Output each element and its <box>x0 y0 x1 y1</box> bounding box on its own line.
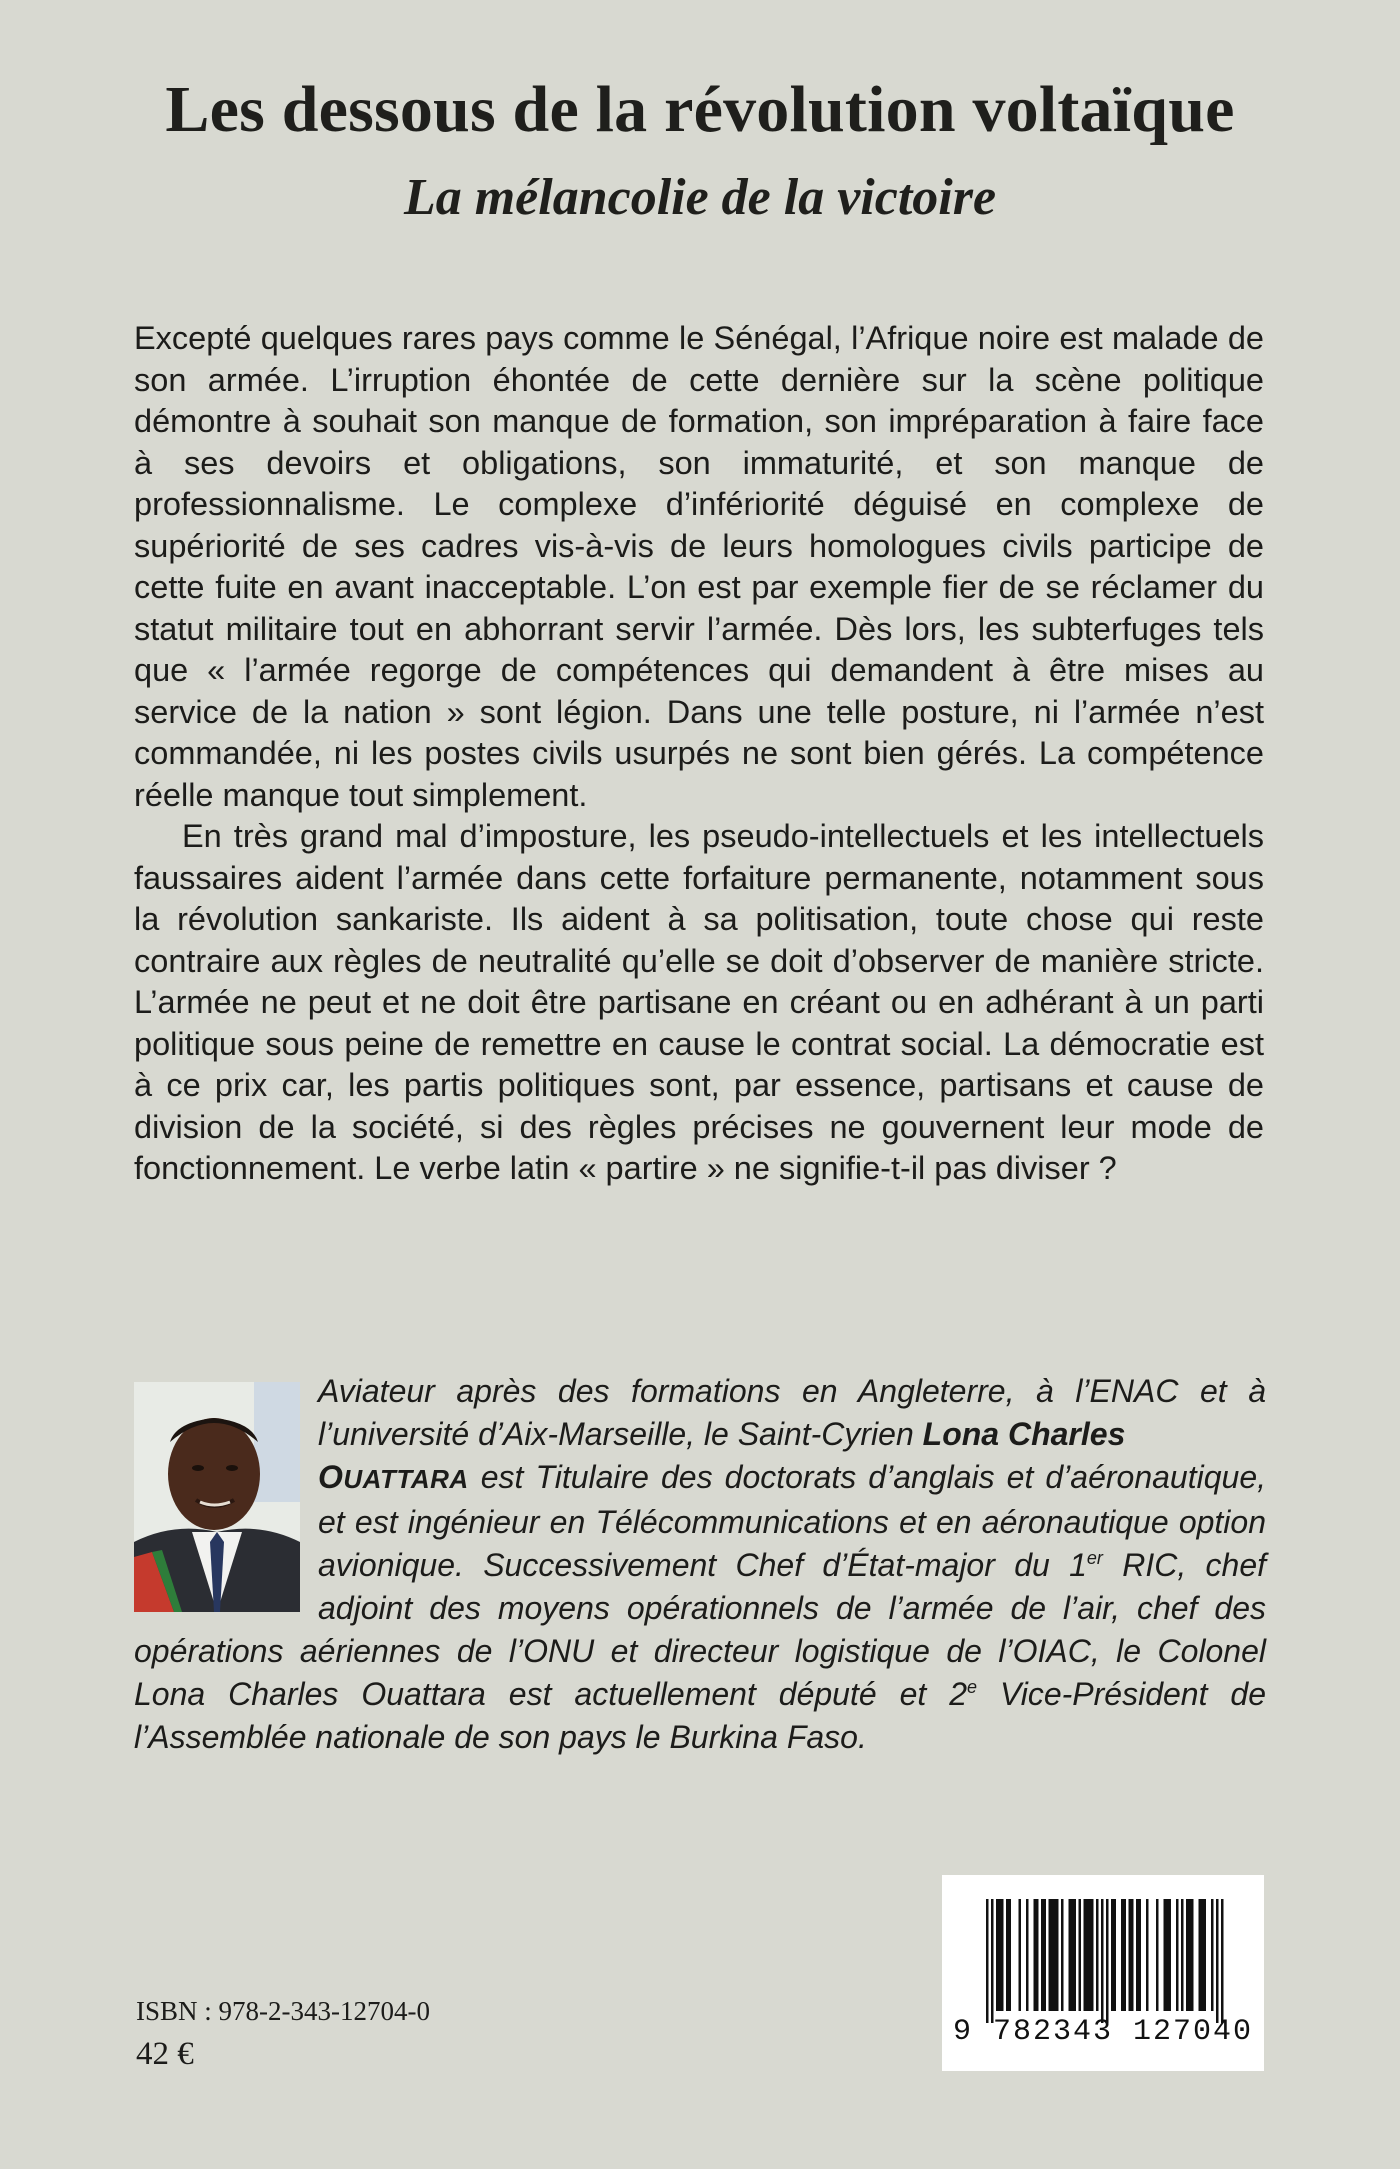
isbn-label: ISBN : 978-2-343-12704-0 <box>136 1996 430 2026</box>
barcode-bar <box>1051 1899 1054 2011</box>
barcode-bar <box>1211 1899 1214 2011</box>
barcode-bar <box>1189 1899 1192 2011</box>
barcode-bar <box>1096 1899 1099 2011</box>
barcode-bar <box>996 1899 999 2011</box>
summary-paragraph: Excepté quelques rares pays comme le Sénégal, l’Afrique noire est malade de son armée. L’irruption éhontée de cette dernière sur la scène politique démontre à souhait son manque de formation, son impréparation à faire face à ses devoirs et obligations, son immaturité, et son manque de professionnalisme. Le complexe d’infériorité déguisé en complexe de supériorité de ses cadres vis-à-vis de leurs homologues civils participe de cette fuite en avant inacceptable. L’on est par exemple fier de se réclamer du statut militaire tout en abhorrant servir l’armée. Dès lors, les subterfuges tels que « l’armée regorge de compétences qui demandent à être mises au service de la nation » sont légion. Dans une telle posture, ni l’armée n’est commandée, ni les postes civils usurpés ne sont bien gérés. La compétence réelle manque tout simplement. <box>134 320 1264 813</box>
barcode-bar <box>1079 1899 1082 2011</box>
barcode-bar <box>1091 1899 1094 2011</box>
book-subtitle: La mélancolie de la victoire <box>403 169 997 226</box>
book-title: Les dessous de la révolution voltaïque <box>165 73 1235 146</box>
barcode-bar <box>1201 1899 1204 2011</box>
photo-spacer <box>134 1370 318 1622</box>
author-surname: OUATTARA <box>318 1459 469 1495</box>
barcode-bar <box>1114 1899 1117 2011</box>
barcode-bar <box>1089 1899 1092 2011</box>
barcode-bar <box>1084 1899 1087 2011</box>
barcode-bar <box>1056 1899 1059 2011</box>
barcode-bar <box>1164 1899 1167 2011</box>
summary-text <box>134 318 1264 1190</box>
bio-intro: Aviateur après des formations en Angleterre, à l’ENAC et à l’université d’Aix-Marseille, le Saint-Cyrien <box>318 1373 1266 1452</box>
barcode-bar <box>1074 1899 1077 2011</box>
barcode-bar <box>1061 1899 1064 2011</box>
barcode-bar <box>1006 1899 1009 2011</box>
barcode-bar <box>1044 1899 1047 2011</box>
barcode-bar <box>1169 1899 1172 2011</box>
barcode-bar <box>986 1899 989 2023</box>
barcode-bar <box>1049 1899 1052 2011</box>
barcode-bar <box>1221 1899 1224 2023</box>
author-first-names: Lona Charles <box>922 1416 1126 1452</box>
ordinal-suffix-e: e <box>967 1677 978 1697</box>
barcode-bar <box>1166 1899 1169 2011</box>
barcode-number: 9 782343 127040 <box>952 2015 1254 2049</box>
barcode-bar <box>1111 1899 1114 2011</box>
barcode-bar <box>1054 1899 1057 2011</box>
barcode-bar <box>1136 1899 1139 2011</box>
barcode-bar <box>1176 1899 1179 2011</box>
barcode-bar <box>1121 1899 1124 2011</box>
barcode-bar <box>1129 1899 1132 2011</box>
barcode-bar <box>1139 1899 1142 2011</box>
barcode-bar <box>1181 1899 1184 2011</box>
barcode-bar <box>1124 1899 1127 2011</box>
barcode-bar <box>1026 1899 1029 2011</box>
barcode-bar <box>1204 1899 1207 2011</box>
barcode-bar <box>1216 1899 1219 2023</box>
bio-part-3: RIC, chef adjoint des moyens opérationnels de l’armée de l’air, chef des opérations aériennes de l’ONU et directeur logistique de l’OIAC, le Colonel Lona Charles Ouattara est actuellement député et 2 <box>134 1547 1267 1712</box>
barcode-bar <box>1019 1899 1022 2011</box>
barcode-bar <box>1009 1899 1012 2011</box>
barcode-bar <box>1146 1899 1149 2011</box>
barcode-bar <box>1199 1899 1202 2011</box>
barcode-bar <box>1069 1899 1072 2011</box>
barcode-bar <box>1001 1899 1004 2011</box>
barcode-bar <box>1036 1899 1039 2011</box>
barcode-bar <box>1156 1899 1159 2011</box>
barcode-bar <box>1191 1899 1194 2011</box>
barcode-bar <box>1101 1899 1104 2023</box>
barcode-bar <box>1071 1899 1074 2011</box>
barcode-bar <box>1106 1899 1109 2023</box>
author-bio <box>134 1370 1266 1759</box>
barcode-bar <box>999 1899 1002 2011</box>
barcode-bar <box>1041 1899 1044 2011</box>
summary-paragraph: En très grand mal d’imposture, les pseudo-intellectuels et les intellectuels faussaires aident l’armée dans cette forfaiture permanente, notamment sous la révolution sankariste. Ils aident à sa politisation, toute chose qui reste contraire aux règles de neutralité qu’elle se doit d’observer de manière stricte. L’armée ne peut et ne doit être partisane en créant ou en adhérant à un parti politique sous peine de remettre en cause le contrat social. La démocratie est à ce prix car, les partis politiques sont, par essence, partisans et cause de division de la société, si des règles précises ne gouvernent leur mode de fonctionnement. Le verbe latin « partire » ne signifie-t-il pas diviser ? <box>134 818 1264 1186</box>
ordinal-suffix-er: er <box>1086 1548 1103 1568</box>
bio-part-4: Vice-Président de l’Assemblée nationale de son pays le Burkina Faso. <box>134 1676 1267 1755</box>
price-label: 42 € <box>136 2036 194 2072</box>
barcode-bar <box>1186 1899 1189 2011</box>
barcode-bar <box>991 1899 994 2023</box>
bio-part-2: est Titulaire des doctorats d’anglais et d’aéronautique, et est ingénieur en Télécommunications et en aéronautique option avionique. Successivement Chef d’État-major du 1 <box>318 1459 1266 1583</box>
barcode-bar <box>1034 1899 1037 2011</box>
barcode-bar <box>1086 1899 1089 2011</box>
barcode <box>942 1875 1264 2071</box>
barcode-bar <box>1131 1899 1134 2011</box>
